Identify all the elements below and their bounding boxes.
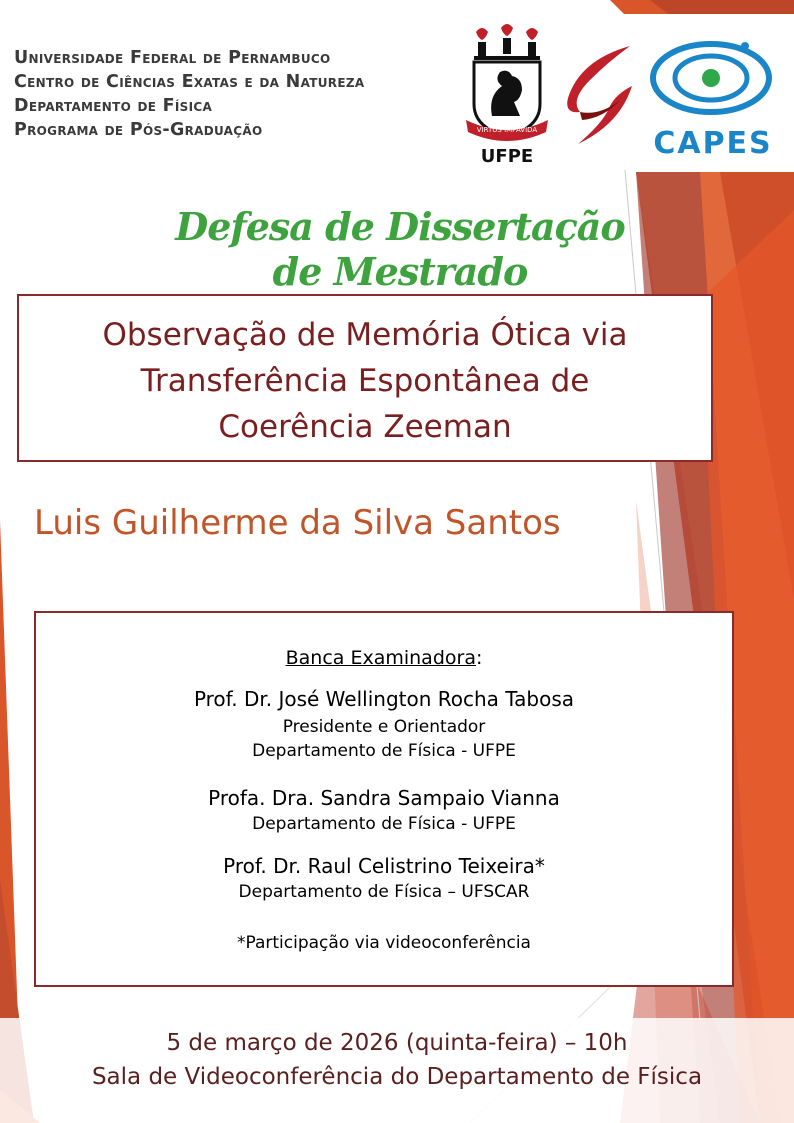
board-member-affiliation-3: Departamento de Física – UFSCAR bbox=[238, 882, 530, 902]
title-line-3: Coerência Zeeman bbox=[218, 409, 512, 445]
title-line-2: Transferência Espontânea de bbox=[140, 363, 590, 399]
board-member-name-3: Prof. Dr. Raul Celistrino Teixeira* bbox=[223, 854, 545, 878]
ufpe-motto: VIRTUS IMPAVIDA bbox=[476, 126, 538, 134]
board-member-affiliation-2: Departamento de Física - UFPE bbox=[252, 814, 516, 834]
ufpe-label: UFPE bbox=[480, 146, 534, 167]
videoconference-note: *Participação via videoconferência bbox=[237, 933, 531, 953]
defense-date: 5 de março de 2026 (quinta-feira) – 10h bbox=[166, 1030, 628, 1056]
header-center: Centro de Ciências Exatas e da Natureza bbox=[14, 72, 365, 92]
capes-orbit-icon bbox=[645, 34, 780, 124]
title-line-1: Observação de Memória Ótica via bbox=[102, 317, 628, 353]
red-swirl-icon bbox=[560, 40, 640, 150]
institution-header bbox=[14, 46, 364, 142]
capes-label: CAPES bbox=[653, 126, 773, 161]
board-member-role-1: Presidente e Orientador bbox=[282, 717, 486, 737]
event-type-title: Defesa de Dissertação de Mestrado bbox=[175, 204, 625, 294]
author-name: Luis Guilherme da Silva Santos bbox=[34, 503, 561, 543]
examination-board-box bbox=[34, 611, 734, 987]
dissertation-title-box bbox=[17, 294, 713, 462]
header-program: Programa de Pós-Graduação bbox=[14, 120, 263, 140]
board-heading-label: Banca Examinadora bbox=[285, 647, 476, 669]
board-member-name-1: Prof. Dr. José Wellington Rocha Tabosa bbox=[193, 687, 575, 711]
defense-location: Sala de Videoconferência do Departamento de Física bbox=[91, 1064, 703, 1090]
header-department: Departamento de Física bbox=[14, 96, 213, 116]
header-university: Universidade Federal de Pernambuco bbox=[14, 48, 331, 68]
board-heading-colon: : bbox=[475, 647, 483, 669]
board-member-affiliation-1: Departamento de Física - UFPE bbox=[252, 741, 516, 761]
board-member-name-2: Profa. Dra. Sandra Sampaio Vianna bbox=[208, 786, 560, 810]
board-heading bbox=[36, 647, 732, 669]
